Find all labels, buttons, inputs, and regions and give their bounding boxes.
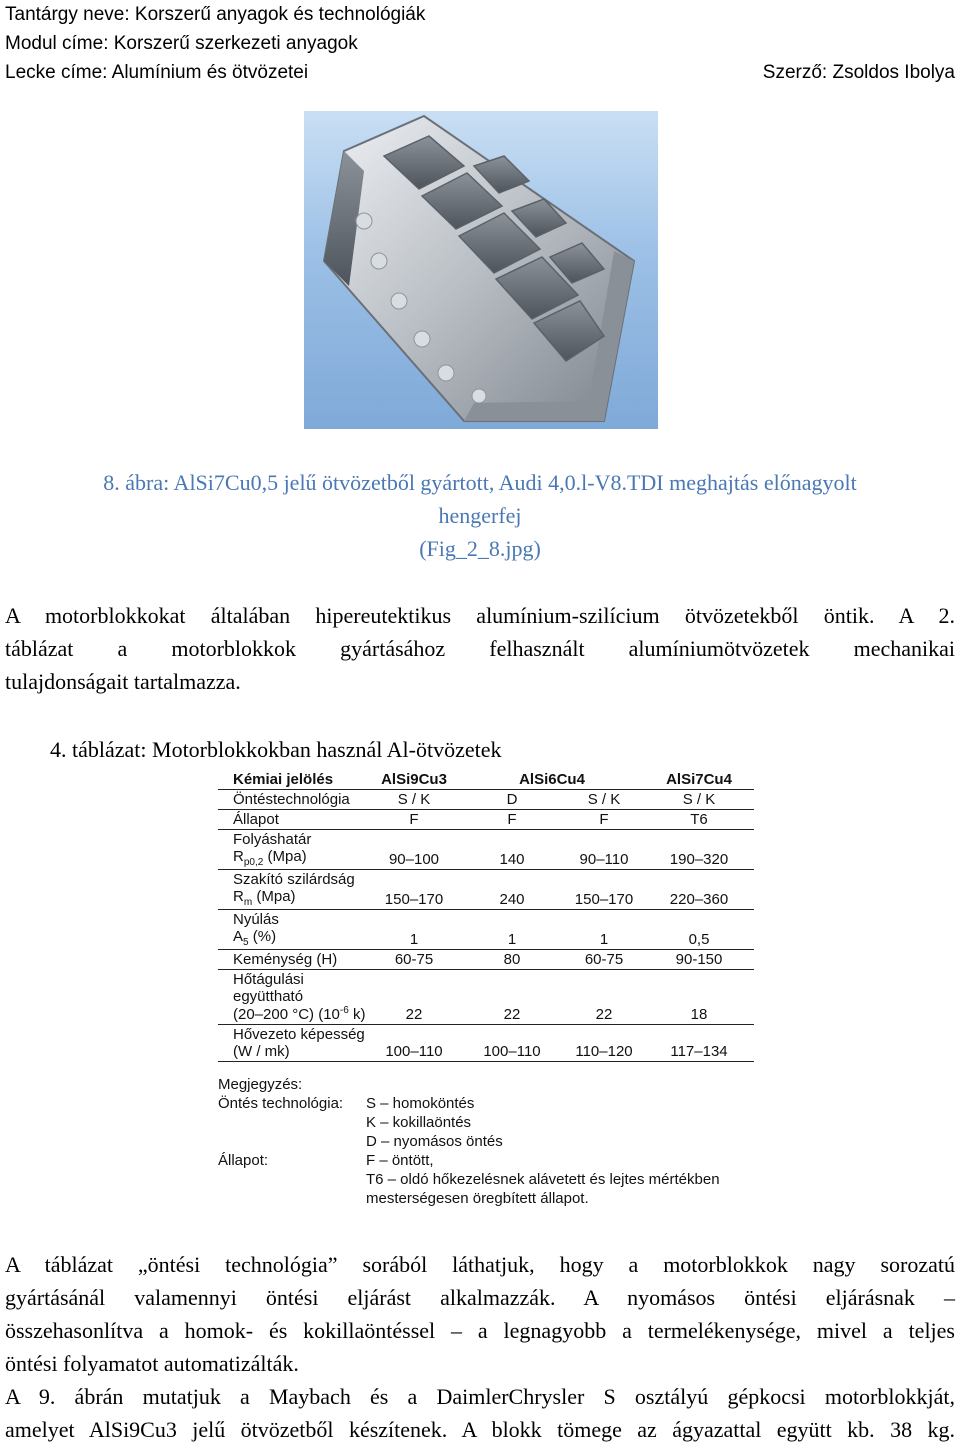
row-label-name: Folyáshatár [233, 831, 312, 848]
row-label-unit: (%) [248, 928, 277, 945]
row-label [218, 910, 368, 949]
intro-line-2: táblázat a motorblokkok gyártásához felhasznált alumíniumötvözetek mechanikai [5, 636, 955, 661]
document-header [5, 0, 955, 87]
table-cell: S / K [587, 791, 621, 808]
table-cell: 140 [499, 851, 525, 868]
alloy-properties-table [218, 770, 754, 1062]
table-cell: F [409, 811, 419, 828]
table-cell: S / K [397, 791, 431, 808]
table-cell: 0,5 [688, 931, 710, 948]
row-label [218, 870, 368, 909]
row-label-symbol: A [233, 928, 244, 945]
table-cell: F [599, 811, 609, 828]
row-label-unit: (Mpa) [252, 888, 296, 905]
table-cell: 100–110 [483, 1043, 541, 1060]
notes-item: mesterségesen öregbített állapot. [366, 1190, 589, 1207]
row-label-name: Hőtágulási együttható [233, 971, 304, 1005]
body-line-4: öntési folyamatot automatizálták. [5, 1351, 299, 1376]
body-line-1: A táblázat „öntési technológia” sorából láthatjuk, hogy a motorblokkok nagy sorozatú [5, 1252, 955, 1277]
table-row [218, 910, 754, 950]
table-row [218, 950, 754, 970]
row-label: Állapot [233, 811, 279, 828]
row-label-superscript: -6 [339, 1005, 349, 1016]
body-line-6: amelyet AlSi9Cu3 jelű ötvözetből készítenek. A blokk tömege az ágyazattal együtt kb. 38 kg. [5, 1417, 955, 1442]
notes-item: D – nyomásos öntés [366, 1133, 503, 1150]
row-label-unit: (W / mk) [233, 1043, 290, 1060]
table-cell: S / K [682, 791, 716, 808]
figure-caption [0, 466, 960, 565]
table-cell: 22 [405, 1006, 423, 1023]
intro-paragraph [5, 599, 955, 698]
cylinder-head-photo [304, 111, 658, 429]
notes-state-label: Állapot: [218, 1152, 269, 1169]
body-line-2: gyártásánál valamennyi öntési eljárást alkalmazzák. A nyomásos öntési eljárásnak – [5, 1285, 955, 1310]
cylinder-head-illustration [304, 111, 658, 429]
row-label-unit: (Mpa) [263, 848, 307, 865]
body-paragraph [5, 1248, 955, 1446]
caption-line-3: (Fig_2_8.jpg) [419, 536, 541, 561]
row-label-symbol: R [233, 888, 244, 905]
row-label [218, 970, 368, 1024]
row-label-name: Hővezeto képesség [233, 1026, 365, 1043]
row-label-symbol: R [233, 848, 244, 865]
row-label-subscript: m [243, 897, 253, 908]
table-header-row [218, 770, 754, 790]
table-cell: 240 [499, 891, 525, 908]
table-row [218, 870, 754, 910]
table-cell: 60-75 [394, 951, 434, 968]
row-label-name: Szakító szilárdság [233, 871, 355, 888]
notes-item: T6 – oldó hőkezelésnek alávetett és lejtes mértékben [366, 1171, 720, 1188]
row-label-range: (20–200 °C) (10 [233, 1006, 340, 1023]
table-row [218, 790, 754, 810]
author-line: Szerző: Zsoldos Ibolya [762, 62, 955, 83]
row-label-subscript: 5 [243, 937, 249, 948]
table-cell: 117–134 [670, 1043, 728, 1060]
intro-line-3: tulajdonságait tartalmazza. [5, 669, 241, 694]
table-cell: 190–320 [669, 851, 729, 868]
table-cell: 100–110 [385, 1043, 443, 1060]
notes-item: S – homoköntés [366, 1095, 475, 1112]
row-label-subscript: p0,2 [243, 857, 264, 868]
header-cell: AlSi7Cu4 [666, 771, 732, 788]
notes-item: K – kokillaöntés [366, 1114, 472, 1131]
header-cell: Kémiai jelölés [233, 771, 334, 788]
row-label-unit: k) [348, 1006, 366, 1023]
row-label-name: Nyúlás [233, 911, 279, 928]
notes-title: Megjegyzés: [218, 1076, 303, 1093]
table-cell: 220–360 [669, 891, 729, 908]
body-line-3: összehasonlítva a homok- és kokillaöntéssel – a legnagyobb a termelékenysége, mivel a teljes [5, 1318, 955, 1343]
body-line-5: A 9. ábrán mutatjuk a Maybach és a DaimlerChrysler S osztályú gépkocsi motorblokkját, [5, 1384, 955, 1409]
row-label [218, 1025, 368, 1061]
table-cell: 1 [409, 931, 419, 948]
intro-line-1: A motorblokkokat általában hipereutektikus alumínium-szilícium ötvözetekből öntik. A 2. [5, 603, 955, 628]
table-cell: 150–170 [574, 891, 634, 908]
table-cell: 1 [599, 931, 609, 948]
table-cell: D [506, 791, 518, 808]
notes-casting [218, 1094, 758, 1151]
table-cell: 1 [507, 931, 517, 948]
table-row [218, 970, 754, 1025]
row-label [218, 830, 368, 869]
caption-line-2: hengerfej [438, 503, 522, 528]
row-label: Öntéstechnológia [233, 791, 350, 808]
table-row [218, 1025, 754, 1062]
table-cell: 22 [503, 1006, 521, 1023]
table-cell: 80 [503, 951, 521, 968]
table-cell: T6 [690, 811, 708, 828]
notes-state [218, 1151, 758, 1208]
table-cell: 18 [690, 1006, 708, 1023]
table-cell: 110–120 [575, 1043, 633, 1060]
table-notes [218, 1075, 758, 1208]
table-cell: 90–100 [388, 851, 440, 868]
table-cell: F [507, 811, 517, 828]
header-cell: AlSi9Cu3 [381, 771, 447, 788]
header-cell: AlSi6Cu4 [519, 771, 585, 788]
row-label: Keménység (H) [233, 951, 338, 968]
table-title: 4. táblázat: Motorblokkokban használ Al-ötvözetek [50, 737, 502, 762]
subject-line: Tantárgy neve: Korszerű anyagok és technológiák [5, 4, 426, 25]
table-cell: 60-75 [584, 951, 624, 968]
notes-casting-label: Öntés technológia: [218, 1095, 344, 1112]
caption-line-1: 8. ábra: AlSi7Cu0,5 jelű ötvözetből gyártott, Audi 4,0.l-V8.TDI meghajtás előnagyolt [103, 470, 857, 495]
table-cell: 22 [595, 1006, 613, 1023]
table-cell: 150–170 [384, 891, 444, 908]
table-row [218, 810, 754, 830]
table-row [218, 830, 754, 870]
lesson-line: Lecke címe: Alumínium és ötvözetei [5, 62, 309, 83]
module-line: Modul címe: Korszerű szerkezeti anyagok [5, 33, 358, 54]
table-cell: 90–110 [579, 851, 629, 868]
notes-item: F – öntött, [366, 1152, 434, 1169]
table-cell: 90-150 [675, 951, 723, 968]
